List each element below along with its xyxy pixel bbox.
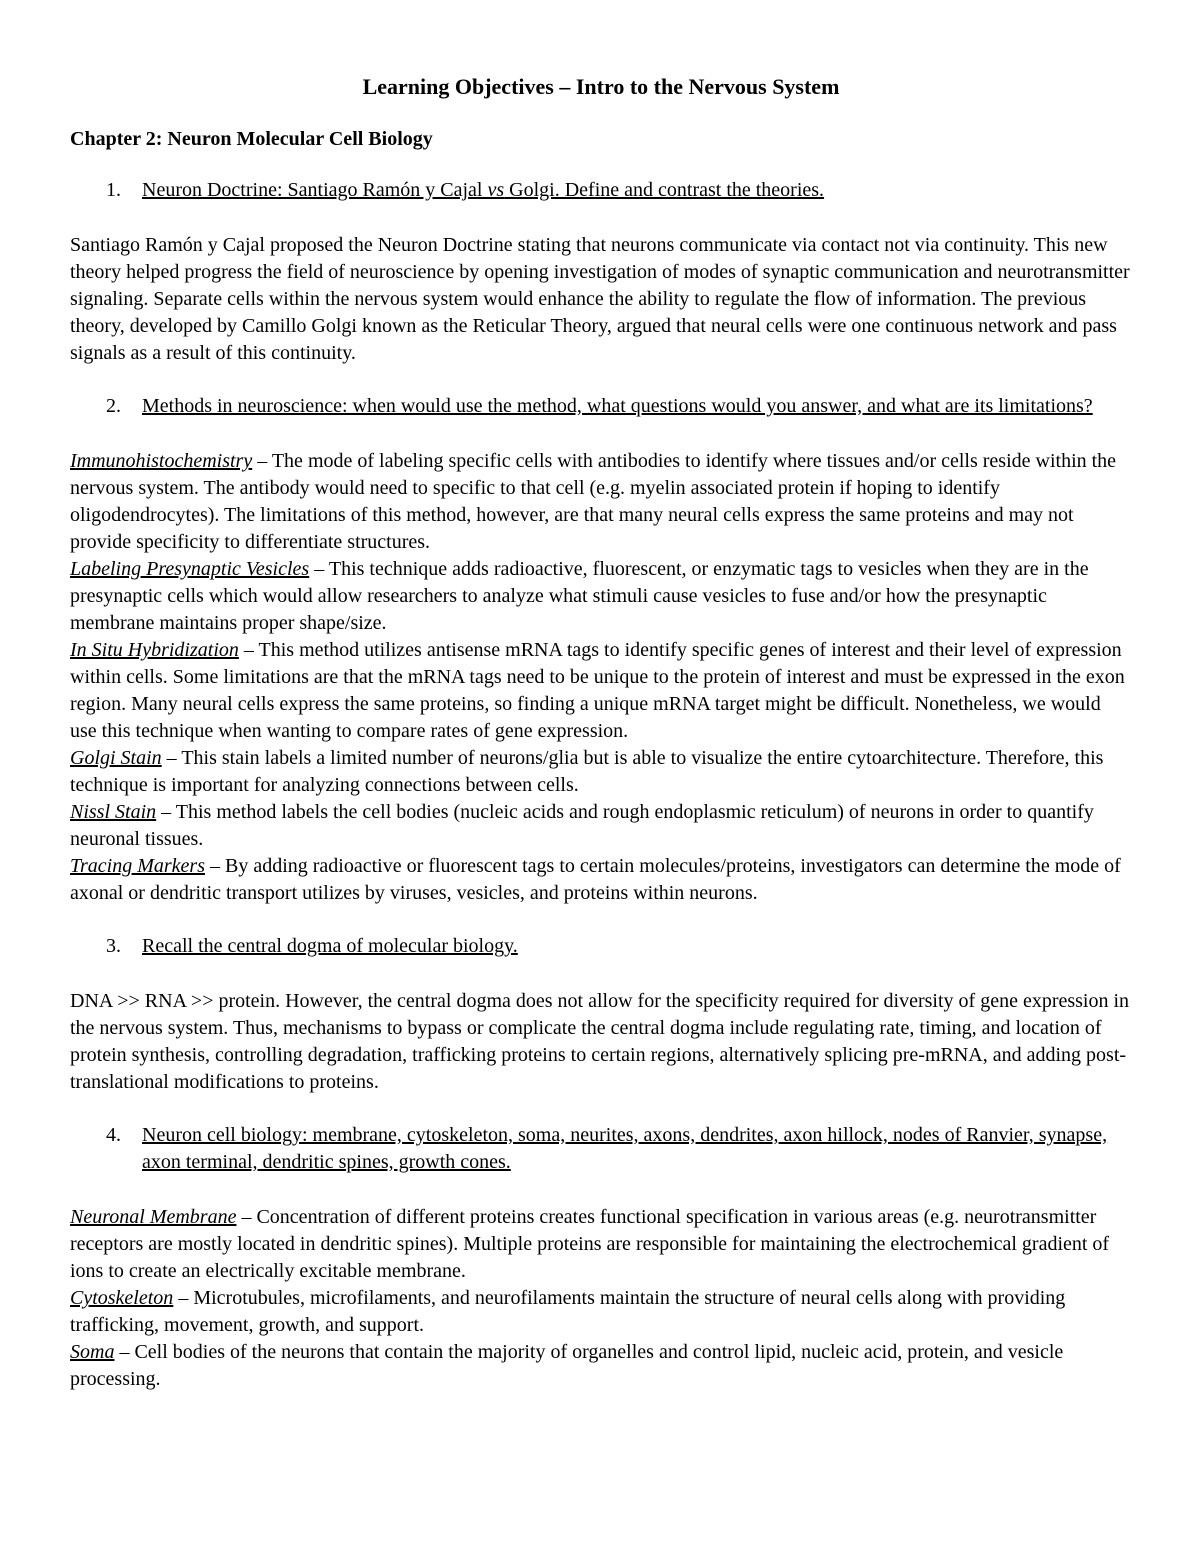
term-name: In Situ Hybridization bbox=[70, 639, 239, 661]
objective-3 bbox=[70, 933, 1132, 960]
term-description: This technique adds radioactive, fluorescent, or enzymatic tags to vesicles when they are in the presynaptic cells which would allow researchers to analyze what stimuli cause vesicles to fuse and/or how the presynaptic membrane maintains proper shape/size. bbox=[70, 558, 1089, 634]
method-entry: Nissl Stain – This method labels the cell bodies (nucleic acids and rough endoplasmic reticulum) of neurons in order to quantify neuronal tissues. bbox=[70, 801, 1094, 850]
objective-text: Neuron cell biology: membrane, cytoskeleton, soma, neurites, axons, dendrites, axon hillock, nodes of Ranvier, synapse, axon terminal, dendritic spines, growth cones. bbox=[142, 1124, 1108, 1173]
term-description: This method labels the cell bodies (nucleic acids and rough endoplasmic reticulum) of neurons in order to quantify neuronal tissues. bbox=[70, 801, 1094, 850]
cell-part-entry: Neuronal Membrane – Concentration of different proteins creates functional specification in various areas (e.g. neurotransmitter receptors are mostly located in dendritic spines). Multiple proteins are responsible for maintaining the electrochemical gradient of ions to create an electrically excitable membrane. bbox=[70, 1206, 1110, 1282]
objective-number: 3. bbox=[106, 935, 121, 957]
method-entry: Immunohistochemistry – The mode of labeling specific cells with antibodies to identify where tissues and/or cells reside within the nervous system. The antibody would need to specific to that cell (e.g. myelin associated protein if hoping to identify oligodendrocytes). The limitations of this method, however, are that many neural cells express the same proteins and may not provide specificity to differentiate structures. bbox=[70, 450, 1117, 553]
term-name: Tracing Markers bbox=[70, 855, 205, 877]
method-entry: Labeling Presynaptic Vesicles – This technique adds radioactive, fluorescent, or enzymatic tags to vesicles when they are in the presynaptic cells which would allow researchers to analyze what stimuli cause vesicles to fuse and/or how the presynaptic membrane maintains proper shape/size. bbox=[70, 558, 1089, 634]
method-entry: Tracing Markers – By adding radioactive or fluorescent tags to certain molecules/proteins, investigators can determine the mode of axonal or dendritic transport utilizes by viruses, vesicles, and proteins within neurons. bbox=[70, 855, 1121, 904]
term-description: This stain labels a limited number of neurons/glia but is able to visualize the entire cytoarchitecture. Therefore, this technique is important for analyzing connections between cells. bbox=[70, 747, 1104, 796]
term-name: Cytoskeleton bbox=[70, 1287, 174, 1309]
chapter-heading: Chapter 2: Neuron Molecular Cell Biology bbox=[70, 128, 433, 150]
answer-paragraph-1: Santiago Ramón y Cajal proposed the Neuron Doctrine stating that neurons communicate via contact not via continuity. This new theory helped progress the field of neuroscience by opening investigation of modes of synaptic communication and neurotransmitter signaling. Separate cells within the nervous system would enhance the ability to regulate the flow of information. The previous theory, developed by Camillo Golgi known as the Reticular Theory, argued that neural cells were one continuous network and pass signals as a result of this continuity. bbox=[70, 234, 1130, 364]
term-description: This method utilizes antisense mRNA tags to identify specific genes of interest and their level of expression within cells. Some limitations are that the mRNA tags need to be unique to the protein of interest and must be expressed in the exon region. Many neural cells express the same proteins, so finding a unique mRNA target might be difficult. Nonetheless, we would use this technique when wanting to compare rates of gene expression. bbox=[70, 639, 1125, 742]
term-name: Neuronal Membrane bbox=[70, 1206, 237, 1228]
term-name: Nissl Stain bbox=[70, 801, 157, 823]
document-title: Learning Objectives – Intro to the Nervous System bbox=[362, 74, 840, 99]
methods-list bbox=[70, 448, 1132, 907]
method-entry: Golgi Stain – This stain labels a limited number of neurons/glia but is able to visualize the entire cytoarchitecture. Therefore, this technique is important for analyzing connections between cells. bbox=[70, 747, 1104, 796]
term-description: Cell bodies of the neurons that contain the majority of organelles and control lipid, nucleic acid, protein, and vesicle processing. bbox=[70, 1341, 1064, 1390]
objective-1 bbox=[70, 177, 1132, 204]
objective-text: Methods in neuroscience: when would use the method, what questions would you answer, and what are its limitations? bbox=[142, 395, 1093, 417]
cell-parts-list bbox=[70, 1204, 1132, 1393]
term-name: Soma bbox=[70, 1341, 115, 1363]
objective-text: Recall the central dogma of molecular biology. bbox=[142, 935, 518, 957]
term-description: Concentration of different proteins creates functional specification in various areas (e.g. neurotransmitter receptors are mostly located in dendritic spines). Multiple proteins are responsible for maintaining the electrochemical gradient of ions to create an electrically excitable membrane. bbox=[70, 1206, 1110, 1282]
term-description: The mode of labeling specific cells with antibodies to identify where tissues and/or cells reside within the nervous system. The antibody would need to specific to that cell (e.g. myelin associated protein if hoping to identify oligodendrocytes). The limitations of this method, however, are that many neural cells express the same proteins and may not provide specificity to differentiate structures. bbox=[70, 450, 1117, 553]
term-description: Microtubules, microfilaments, and neurofilaments maintain the structure of neural cells along with providing trafficking, movement, growth, and support. bbox=[70, 1287, 1066, 1336]
objective-2 bbox=[70, 393, 1132, 420]
term-name: Labeling Presynaptic Vesicles bbox=[70, 558, 310, 580]
objective-4 bbox=[70, 1122, 1132, 1176]
objective-number: 1. bbox=[106, 179, 121, 201]
answer-paragraph-3: DNA >> RNA >> protein. However, the central dogma does not allow for the specificity required for diversity of gene expression in the nervous system. Thus, mechanisms to bypass or complicate the central dogma include regulating rate, timing, and location of protein synthesis, controlling degradation, trafficking proteins to certain regions, alternatively splicing pre-mRNA, and adding post-translational modifications to proteins. bbox=[70, 990, 1130, 1093]
document-page bbox=[70, 72, 1132, 1419]
cell-part-entry: Cytoskeleton – Microtubules, microfilaments, and neurofilaments maintain the structure of neural cells along with providing trafficking, movement, growth, and support. bbox=[70, 1287, 1066, 1336]
objective-number: 4. bbox=[106, 1124, 121, 1146]
term-description: By adding radioactive or fluorescent tags to certain molecules/proteins, investigators can determine the mode of axonal or dendritic transport utilizes by viruses, vesicles, and proteins within neurons. bbox=[70, 855, 1121, 904]
objective-number: 2. bbox=[106, 395, 121, 417]
term-name: Immunohistochemistry bbox=[70, 450, 253, 472]
objective-text: Neuron Doctrine: Santiago Ramón y Cajal vs Golgi. Define and contrast the theories. bbox=[142, 179, 825, 201]
term-name: Golgi Stain bbox=[70, 747, 162, 769]
cell-part-entry: Soma – Cell bodies of the neurons that contain the majority of organelles and control lipid, nucleic acid, protein, and vesicle processing. bbox=[70, 1341, 1064, 1390]
method-entry: In Situ Hybridization – This method utilizes antisense mRNA tags to identify specific genes of interest and their level of expression within cells. Some limitations are that the mRNA tags need to be unique to the protein of interest and must be expressed in the exon region. Many neural cells express the same proteins, so finding a unique mRNA target might be difficult. Nonetheless, we would use this technique when wanting to compare rates of gene expression. bbox=[70, 639, 1125, 742]
